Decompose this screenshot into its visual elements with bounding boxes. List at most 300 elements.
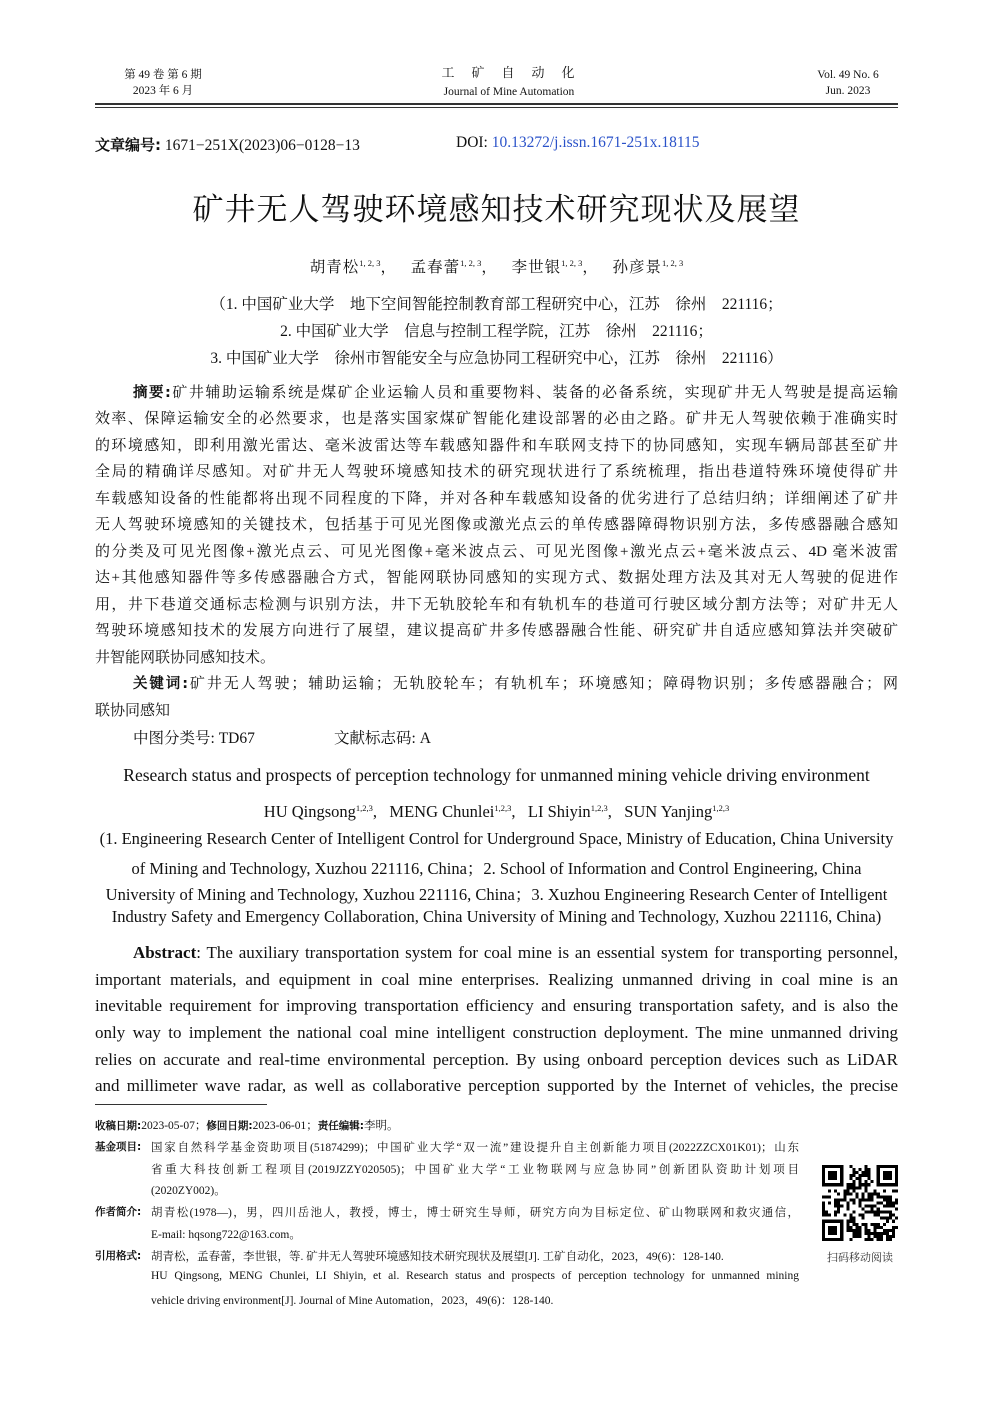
qr-module: [858, 1201, 861, 1204]
qr-module: [877, 1223, 880, 1226]
abstract-en-line: and millimeter wave radar, as well as collaborative perception supported by the Internet of vehicles, the precise: [95, 1076, 898, 1095]
affiliation-en: Industry Safety and Emergency Collaboration, China University of Mining and Technology, Xuzhou 221116, China): [111, 907, 882, 926]
qr-module: [871, 1198, 874, 1201]
journal-name-zh: 工 矿 自 动 化: [441, 65, 577, 80]
author: HU Qingsong$^{1,2,3}$: [263, 802, 373, 821]
classification: [133, 726, 255, 748]
qr-module: [849, 1198, 852, 1201]
author-bio-label: 作者简介:: [95, 1206, 142, 1218]
qr-module: [883, 1195, 886, 1198]
issue-info: [100, 67, 226, 99]
qr-module: [843, 1214, 846, 1217]
citation-zh: 胡青松，孟春蕾，李世银，等. 矿井无人驾驶环境感知技术研究现状及展望[J]. 工矿自动化，2023，49(6)：128-140.: [151, 1251, 724, 1263]
qr-module: [862, 1223, 865, 1226]
qr-module: [868, 1183, 871, 1186]
citation-en: vehicle driving environment[J]. Journal of Mine Automation，2023，49(6)：128-140.: [151, 1295, 554, 1307]
funding-label: 基金项目:: [95, 1141, 142, 1153]
qr-module: [868, 1232, 871, 1235]
author-email[interactable]: E-mail: hqsong722@163.com。: [151, 1229, 301, 1241]
qr-module: [852, 1232, 855, 1235]
qr-module: [868, 1171, 871, 1174]
keywords-zh: 关键词:矿井无人驾驶；辅助运输；无轨胶轮车；有轨机车；环境感知；障碍物识别；多传感器融合；网: [133, 676, 898, 692]
qr-module: [855, 1232, 858, 1235]
qr-module: [886, 1217, 889, 1220]
qr-module: [865, 1165, 868, 1168]
qr-module: [865, 1205, 868, 1208]
qr-module: [889, 1217, 892, 1220]
qr-module: [858, 1229, 861, 1232]
qr-module: [837, 1211, 840, 1214]
qr-module: [865, 1171, 868, 1174]
qr-module: [843, 1192, 846, 1195]
qr-module: [846, 1226, 849, 1229]
journal-name: [400, 65, 618, 100]
qr-module: [880, 1235, 883, 1238]
english-title: Research status and prospects of perception technology for unmanned mining vehicle driving environment: [123, 765, 870, 785]
qr-module: [846, 1192, 849, 1195]
qr-module: [840, 1198, 843, 1201]
clc-label: 中图分类号:: [133, 730, 215, 747]
qr-module: [855, 1186, 858, 1189]
qr-module: [883, 1229, 886, 1232]
qr-module: [883, 1232, 886, 1235]
qr-module: [828, 1195, 831, 1198]
qr-code-icon[interactable]: [822, 1165, 898, 1241]
qr-module: [852, 1168, 855, 1171]
qr-module: [865, 1186, 868, 1189]
qr-module: [858, 1205, 861, 1208]
qr-module: [822, 1205, 825, 1208]
qr-module: [886, 1198, 889, 1201]
qr-module: [849, 1229, 852, 1232]
qr-module: [874, 1214, 877, 1217]
author-bio-line: 胡青松(1978—)，男，四川岳池人，教授，博士，博士研究生导师，研究方向为目标定位、矿山物联网和救灾通信，: [151, 1207, 799, 1219]
qr-module: [846, 1205, 849, 1208]
abstract-zh-line: 的环境感知，即利用激光雷达、毫米波雷达等车载感知器件和车联网支持下的协同感知，实现车辆局部甚至矿井: [95, 438, 898, 454]
qr-module: [855, 1171, 858, 1174]
qr-module: [895, 1226, 898, 1229]
qr-module: [874, 1192, 877, 1195]
qr-module: [883, 1223, 886, 1226]
qr-module: [868, 1235, 871, 1238]
qr-module: [886, 1235, 889, 1238]
qr-module: [852, 1235, 855, 1238]
qr-module: [895, 1189, 898, 1192]
qr-module: [877, 1211, 880, 1214]
qr-module: [849, 1177, 852, 1180]
qr-module: [868, 1211, 871, 1214]
qr-module: [852, 1201, 855, 1204]
qr-module: [837, 1192, 840, 1195]
qr-module: [852, 1186, 855, 1189]
author: SUN Yanjing$^{1,2,3}$: [624, 802, 730, 821]
qr-module: [862, 1183, 865, 1186]
qr-module: [828, 1189, 831, 1192]
qr-module: [865, 1180, 868, 1183]
issue-date: 2023 年 6 月: [132, 85, 194, 97]
abstract-en-label: Abstract: [133, 943, 197, 962]
qr-module: [840, 1205, 843, 1208]
qr-module: [877, 1232, 880, 1235]
qr-module: [883, 1217, 886, 1220]
doi-label: DOI:: [456, 134, 488, 151]
qr-module: [837, 1205, 840, 1208]
qr-module: [865, 1174, 868, 1177]
qr-module: [868, 1168, 871, 1171]
qr-module: [895, 1201, 898, 1204]
qr-module: [886, 1211, 889, 1214]
issue-info-en: [790, 67, 906, 99]
qr-module: [862, 1217, 865, 1220]
abstract-zh-line: 无人驾驶环境感知的关键技术，包括基于可见光图像或激光点云的单传感器障碍物识别方法，多传感器融合感知: [95, 517, 898, 533]
qr-module: [895, 1208, 898, 1211]
abstract-en-line: relies on accurate and real-time environmental perception. By using onboard perception devices such as LiDAR: [95, 1050, 898, 1069]
qr-module: [889, 1201, 892, 1204]
qr-module: [868, 1229, 871, 1232]
abstract-en-line: important materials, and equipment in coal mine enterprises. Realizing unmanned driving in coal mine is an: [95, 970, 898, 989]
qr-module: [874, 1223, 877, 1226]
qr-module: [868, 1198, 871, 1201]
qr-module: [825, 1211, 828, 1214]
qr-module: [883, 1198, 886, 1201]
qr-module: [886, 1205, 889, 1208]
qr-module: [871, 1180, 874, 1183]
author: 胡青松$^{1, 2, 3}$: [309, 258, 381, 276]
qr-module: [886, 1201, 889, 1204]
qr-module: [825, 1195, 828, 1198]
funding-line: 省重大科技创新工程项目(2019JZZY020505)；中国矿业大学“工业物联网与应急协同”创新团队资助计划项目: [151, 1164, 799, 1176]
qr-module: [834, 1211, 837, 1214]
qr-module: [871, 1208, 874, 1211]
qr-module: [834, 1198, 837, 1201]
qr-module: [858, 1177, 861, 1180]
qr-module: [862, 1192, 865, 1195]
qr-module: [858, 1214, 861, 1217]
qr-module: [849, 1174, 852, 1177]
qr-module: [886, 1195, 889, 1198]
qr-module: [889, 1214, 892, 1217]
qr-module: [865, 1168, 868, 1171]
qr-module: [892, 1214, 895, 1217]
qr-module: [865, 1226, 868, 1229]
qr-module: [862, 1198, 865, 1201]
qr-module: [892, 1226, 895, 1229]
abstract-en-line: only way to implement the national coal mine intelligent construction deployment. The mine unmanned driving: [95, 1023, 898, 1042]
author: 李世银$^{1, 2, 3}$: [511, 258, 583, 276]
affiliation-en: of Mining and Technology, Xuzhou 221116, China；2. School of Information and Control Engineering, China: [131, 859, 862, 878]
abstract-zh-line: 车载感知设备的性能都将出现不同程度的下降，并对各种车载感知设备的优劣进行了总结归纳；详细阐述了矿井: [95, 491, 898, 507]
qr-module: [852, 1217, 855, 1220]
qr-module: [886, 1220, 889, 1223]
abstract-en-first-line: Abstract: The auxiliary transportation system for coal mine is an essential system for transporting personnel,: [133, 943, 898, 962]
doi: [456, 134, 700, 152]
abstract-zh-line: 用，井下巷道交通标志检测与识别方法，井下无轨胶轮车和有轨机车的巷道可行驶区域分割方法等；对矿井无人: [95, 597, 898, 613]
qr-module: [846, 1186, 849, 1189]
qr-module: [825, 1214, 828, 1217]
author: 孙彦景$^{1, 2, 3}$: [612, 258, 684, 276]
qr-module: [849, 1214, 852, 1217]
abstract-zh-line: 井智能网联协同感知技术。: [95, 650, 276, 666]
qr-module: [846, 1189, 849, 1192]
qr-module: [862, 1208, 865, 1211]
qr-module: [858, 1180, 861, 1183]
qr-module: [858, 1183, 861, 1186]
journal-name-en: Journal of Mine Automation: [443, 86, 575, 98]
qr-module: [849, 1220, 852, 1223]
qr-module: [889, 1238, 892, 1241]
qr-module: [892, 1201, 895, 1204]
qr-module: [868, 1192, 871, 1195]
qr-module: [883, 1189, 886, 1192]
funding-line: (2020ZY002)。: [151, 1185, 226, 1197]
author: LI Shiyin$^{1,2,3}$: [527, 802, 608, 821]
qr-module: [855, 1223, 858, 1226]
qr-module: [846, 1208, 849, 1211]
qr-module: [855, 1235, 858, 1238]
qr-module: [834, 1189, 837, 1192]
qr-module: [865, 1183, 868, 1186]
qr-module: [877, 1192, 880, 1195]
qr-module: [849, 1186, 852, 1189]
qr-module: [822, 1214, 825, 1217]
qr-module: [883, 1205, 886, 1208]
funding-line: 国家自然科学基金资助项目(51874299)；中国矿业大学“双一流”建设提升自主创新能力项目(2022ZZCX01K01)；山东: [151, 1142, 799, 1154]
qr-module: [868, 1174, 871, 1177]
affiliation-en: (1. Engineering Research Center of Intelligent Control for Underground Space, Ministry of Education, China University: [99, 829, 894, 848]
qr-module: [874, 1235, 877, 1238]
qr-module: [843, 1195, 846, 1198]
qr-module: [886, 1232, 889, 1235]
doc-label: 文献标志码:: [334, 730, 416, 747]
qr-module: [871, 1205, 874, 1208]
qr-module: [852, 1171, 855, 1174]
qr-module: [877, 1238, 880, 1241]
qr-module: [852, 1180, 855, 1183]
qr-module: [892, 1220, 895, 1223]
qr-module: [849, 1165, 852, 1168]
qr-module: [852, 1198, 855, 1201]
article-number-label: 文章编号:: [95, 136, 161, 154]
qr-module: [834, 1214, 837, 1217]
qr-module: [822, 1201, 825, 1204]
qr-module: [855, 1229, 858, 1232]
qr-module: [822, 1211, 825, 1214]
clc-value: TD67: [218, 730, 255, 747]
qr-module: [862, 1195, 865, 1198]
qr-module: [846, 1183, 849, 1186]
citation-en: HU Qingsong, MENG Chunlei, LI Shiyin, et al. Research status and prospects of perception technology for unmanned mining: [151, 1270, 799, 1282]
qr-module: [871, 1238, 874, 1241]
qr-module: [868, 1238, 871, 1241]
qr-module: [880, 1217, 883, 1220]
keywords-zh-line: 联协同感知: [95, 703, 171, 719]
affiliation-en: University of Mining and Technology, Xuzhou 221116, China；3. Xuzhou Engineering Research Center of Intelligent: [105, 885, 888, 904]
qr-module: [858, 1226, 861, 1229]
qr-module: [837, 1198, 840, 1201]
qr-module: [874, 1205, 877, 1208]
qr-module: [889, 1195, 892, 1198]
qr-module: [846, 1220, 849, 1223]
qr-module: [858, 1168, 861, 1171]
qr-module: [837, 1201, 840, 1204]
citation-label: 引用格式:: [95, 1250, 142, 1262]
qr-module: [895, 1198, 898, 1201]
qr-module: [880, 1195, 883, 1198]
document-code: [334, 726, 431, 748]
qr-module: [828, 1201, 831, 1204]
qr-module: [880, 1211, 883, 1214]
qr-module: [828, 1171, 837, 1180]
qr-module: [877, 1208, 880, 1211]
qr-module: [889, 1205, 892, 1208]
qr-module: [865, 1229, 868, 1232]
qr-module: [868, 1205, 871, 1208]
qr-module: [846, 1229, 849, 1232]
affiliation-zh: 2. 中国矿业大学 信息与控制工程学院，江苏 徐州 221116；: [280, 323, 713, 340]
qr-module: [855, 1195, 858, 1198]
qr-module: [852, 1183, 855, 1186]
keywords-zh-label: 关键词:: [133, 676, 189, 692]
qr-module: [880, 1232, 883, 1235]
qr-module: [889, 1211, 892, 1214]
qr-module: [874, 1211, 877, 1214]
qr-module: [877, 1214, 880, 1217]
abstract-zh-line: 效率、保障运输安全的必然要求，也是落实国家煤矿智能化建设部署的必由之路。矿井无人驾驶依赖于准确实时: [95, 411, 898, 427]
page-title: 矿井无人驾驶环境感知技术研究现状及展望: [192, 192, 801, 228]
qr-module: [868, 1177, 871, 1180]
qr-module: [871, 1223, 874, 1226]
volume-en: Vol. 49 No. 6: [817, 69, 879, 81]
qr-module: [822, 1195, 825, 1198]
qr-module: [862, 1174, 865, 1177]
qr-module: [849, 1226, 852, 1229]
qr-module: [889, 1235, 892, 1238]
qr-module: [855, 1226, 858, 1229]
qr-module: [849, 1183, 852, 1186]
qr-module: [865, 1232, 868, 1235]
qr-module: [834, 1201, 837, 1204]
doc-value: A: [419, 730, 431, 747]
qr-module: [874, 1232, 877, 1235]
qr-module: [871, 1192, 874, 1195]
qr-module: [877, 1226, 880, 1229]
qr-module: [858, 1174, 861, 1177]
qr-module: [862, 1214, 865, 1217]
abstract-zh-line: 驾驶环境感知技术的发展方向进行了展望，建议提高矿井多传感器融合性能、研究矿井自适应感知算法并突破矿: [95, 623, 898, 639]
abstract-zh-first-line: 摘要:矿井辅助运输系统是煤矿企业运输人员和重要物料、装备的必备系统，实现矿井无人驾驶是提高运输: [133, 385, 898, 401]
abstract-zh-line: 达+其他感知器件等多传感器融合方式，智能网联协同感知的实现方式、数据处理方法及其对无人驾驶的促进作: [95, 570, 898, 586]
qr-module: [892, 1229, 895, 1232]
qr-module: [886, 1229, 889, 1232]
qr-module: [852, 1174, 855, 1177]
abstract-zh-label: 摘要:: [133, 385, 171, 401]
qr-module: [865, 1223, 868, 1226]
qr-module: [852, 1189, 855, 1192]
qr-module: [883, 1171, 892, 1180]
qr-module: [880, 1201, 883, 1204]
qr-module: [852, 1211, 855, 1214]
qr-module: [846, 1223, 849, 1226]
abstract-zh-line: 全局的精确详尽感知。对矿井无人驾驶环境感知技术的研究现状进行了系统梳理，指出巷道特殊环境使得矿井: [95, 464, 898, 480]
qr-module: [874, 1226, 877, 1229]
qr-module: [862, 1171, 865, 1174]
qr-module: [837, 1208, 840, 1211]
qr-module: [868, 1195, 871, 1198]
qr-module: [858, 1235, 861, 1238]
qr-module: [822, 1208, 825, 1211]
article-number: [95, 134, 360, 155]
qr-module: [895, 1217, 898, 1220]
qr-module: [892, 1189, 895, 1192]
qr-module: [892, 1232, 895, 1235]
qr-module: [889, 1198, 892, 1201]
qr-module: [865, 1238, 868, 1241]
qr-module: [871, 1232, 874, 1235]
qr-module: [828, 1226, 837, 1235]
qr-module: [865, 1189, 868, 1192]
qr-module: [858, 1186, 861, 1189]
abstract-en-line: inevitable requirement for improving transportation efficiency and ensuring transportation safety, and is also the: [95, 996, 898, 1015]
qr-module: [843, 1189, 846, 1192]
affiliation-zh: 3. 中国矿业大学 徐州市智能安全与应急协同工程研究中心，江苏 徐州 221116）: [210, 350, 783, 367]
qr-module: [858, 1232, 861, 1235]
qr-module: [852, 1220, 855, 1223]
date-en: Jun. 2023: [825, 85, 871, 97]
qr-module: [880, 1226, 883, 1229]
qr-module: [874, 1229, 877, 1232]
qr-module: [892, 1235, 895, 1238]
qr-module: [846, 1201, 849, 1204]
qr-module: [877, 1195, 880, 1198]
issue-volume: 第 49 卷 第 6 期: [124, 69, 202, 81]
qr-module: [828, 1214, 831, 1217]
qr-module: [849, 1192, 852, 1195]
footnote-rule: [95, 1104, 267, 1105]
received-dates: 收稿日期:2023-05-07；修回日期:2023-06-01；责任编辑:李明。: [95, 1120, 399, 1132]
qr-module: [880, 1238, 883, 1241]
author: 孟春蕾$^{1, 2, 3}$: [410, 258, 482, 276]
qr-caption: 扫码移动阅读: [827, 1252, 893, 1264]
qr-module: [858, 1198, 861, 1201]
qr-module: [877, 1201, 880, 1204]
affiliation-zh: （1. 中国矿业大学 地下空间智能控制教育部工程研究中心，江苏 徐州 221116；: [210, 296, 783, 313]
qr-module: [849, 1217, 852, 1220]
qr-module: [852, 1229, 855, 1232]
qr-module: [855, 1192, 858, 1195]
qr-module: [843, 1198, 846, 1201]
authors-en: HU Qingsong$^{1,2,3}$, MENG Chunlei$^{1,2,3}$, LI Shiyin$^{1,2,3}$, SUN Yanjing$^{1,2,3}$: [263, 802, 730, 821]
qr-module: [871, 1211, 874, 1214]
doi-link[interactable]: 10.13272/j.issn.1671-251x.18115: [491, 134, 700, 151]
qr-module: [877, 1235, 880, 1238]
qr-module: [852, 1223, 855, 1226]
qr-module: [892, 1205, 895, 1208]
qr-module: [871, 1195, 874, 1198]
qr-module: [849, 1238, 852, 1241]
header-rule-thick: [95, 103, 898, 105]
qr-module: [855, 1177, 858, 1180]
abstract-zh-line: 的分类及可见光图像+激光点云、可见光图像+毫米波点云、可见光图像+激光点云+毫米波点云、4D 毫米波雷: [95, 544, 898, 560]
qr-module: [834, 1205, 837, 1208]
qr-module: [865, 1198, 868, 1201]
qr-module: [889, 1229, 892, 1232]
qr-module: [865, 1211, 868, 1214]
qr-module: [883, 1211, 886, 1214]
authors-zh: 胡青松$^{1, 2, 3}$， 孟春蕾$^{1, 2, 3}$， 李世银$^{1, 2, 3}$， 孙彦景$^{1, 2, 3}$: [309, 258, 684, 276]
article-number-value: 1671−251X(2023)06−0128−13: [164, 137, 360, 154]
author: MENG Chunlei$^{1,2,3}$: [389, 802, 512, 821]
header-rule-thin: [95, 107, 898, 108]
